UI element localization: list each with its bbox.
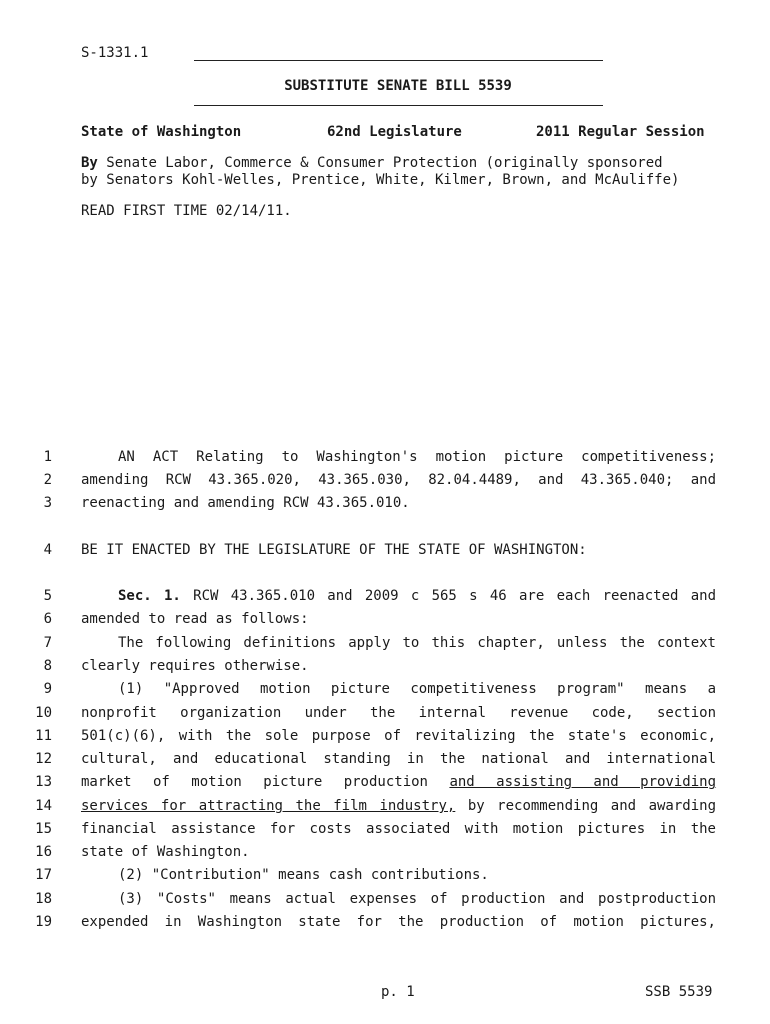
state-name: State of Washington: [81, 124, 242, 140]
line-number: 6: [43, 611, 52, 627]
line-text: by recommending and awarding: [467, 798, 716, 814]
sponsor-text-1: Senate Labor, Commerce & Consumer Protection (originally sponsored: [106, 155, 663, 171]
bill-line: 501(c)(6), with the sole purpose of revitalizing the state's economic,: [81, 728, 716, 744]
document-id: S-1331.1: [81, 45, 149, 61]
line-number: 17: [35, 867, 52, 883]
line-number: 16: [35, 844, 52, 860]
line-number: 4: [43, 542, 52, 558]
line-number: 11: [35, 728, 52, 744]
bill-line: clearly requires otherwise.: [81, 658, 309, 674]
bill-line: [81, 866, 716, 884]
underlined-insertion: services for attracting the film industry,: [81, 798, 456, 814]
line-number: 18: [35, 891, 52, 907]
bill-line: [81, 797, 716, 815]
bill-title: SUBSTITUTE SENATE BILL 5539: [284, 78, 512, 94]
sponsor-line-2: by Senators Kohl-Welles, Prentice, White, Kilmer, Brown, and McAuliffe): [81, 172, 680, 188]
line-number: 8: [43, 658, 52, 674]
line-number: 2: [43, 472, 52, 488]
bill-line: nonprofit organization under the internal revenue code, section: [81, 705, 716, 721]
bill-line: reenacting and amending RCW 43.365.010.: [81, 495, 410, 511]
sponsor-line-1: [81, 155, 663, 171]
page-number: p. 1: [381, 984, 415, 1000]
line-text: (3) "Costs" means actual expenses of production and postproduction: [118, 891, 716, 907]
bill-line: [81, 890, 716, 908]
line-text: market of motion picture production: [81, 774, 428, 790]
line-text: (1) "Approved motion picture competitiveness program" means a: [118, 681, 716, 697]
bill-line: amending RCW 43.365.020, 43.365.030, 82.04.4489, and 43.365.040; and: [81, 472, 716, 488]
bill-line: [81, 634, 716, 652]
enacting-clause: BE IT ENACTED BY THE LEGISLATURE OF THE STATE OF WASHINGTON:: [81, 542, 587, 558]
line-text: RCW 43.365.010 and 2009 c 565 s 46 are each reenacted and: [193, 588, 716, 604]
line-number: 12: [35, 751, 52, 767]
line-number: 9: [43, 681, 52, 697]
bill-line: cultural, and educational standing in the national and international: [81, 751, 716, 767]
bill-line: financial assistance for costs associated with motion pictures in the: [81, 821, 716, 837]
bill-reference: SSB 5539: [645, 984, 713, 1000]
underlined-insertion: and assisting and providing: [449, 774, 717, 790]
section-heading: [81, 587, 716, 605]
line-text: The following definitions apply to this chapter, unless the context: [118, 635, 716, 651]
line-number: 19: [35, 914, 52, 930]
legislature: 62nd Legislature: [327, 124, 462, 140]
bill-line: state of Washington.: [81, 844, 250, 860]
line-number: 10: [35, 705, 52, 721]
bill-line: [81, 680, 716, 698]
header-rule-bottom: [194, 105, 603, 106]
line-number: 13: [35, 774, 52, 790]
line-number: 7: [43, 635, 52, 651]
line-text: (2) "Contribution" means cash contributions.: [118, 867, 489, 883]
line-number: 3: [43, 495, 52, 511]
section-label: Sec. 1.: [118, 588, 181, 604]
bill-line: amended to read as follows:: [81, 611, 309, 627]
read-first-time: READ FIRST TIME 02/14/11.: [81, 203, 292, 219]
bill-line: expended in Washington state for the production of motion pictures,: [81, 914, 716, 930]
line-number: 5: [43, 588, 52, 604]
header-rule-top: [194, 60, 603, 61]
line-number: 15: [35, 821, 52, 837]
bill-line: [81, 773, 716, 791]
session: 2011 Regular Session: [536, 124, 705, 140]
line-text: AN ACT Relating to Washington's motion picture competitiveness;: [118, 449, 716, 465]
bill-line: [81, 448, 716, 466]
by-label: By: [81, 155, 98, 171]
line-number: 14: [35, 798, 52, 814]
line-number: 1: [43, 449, 52, 465]
